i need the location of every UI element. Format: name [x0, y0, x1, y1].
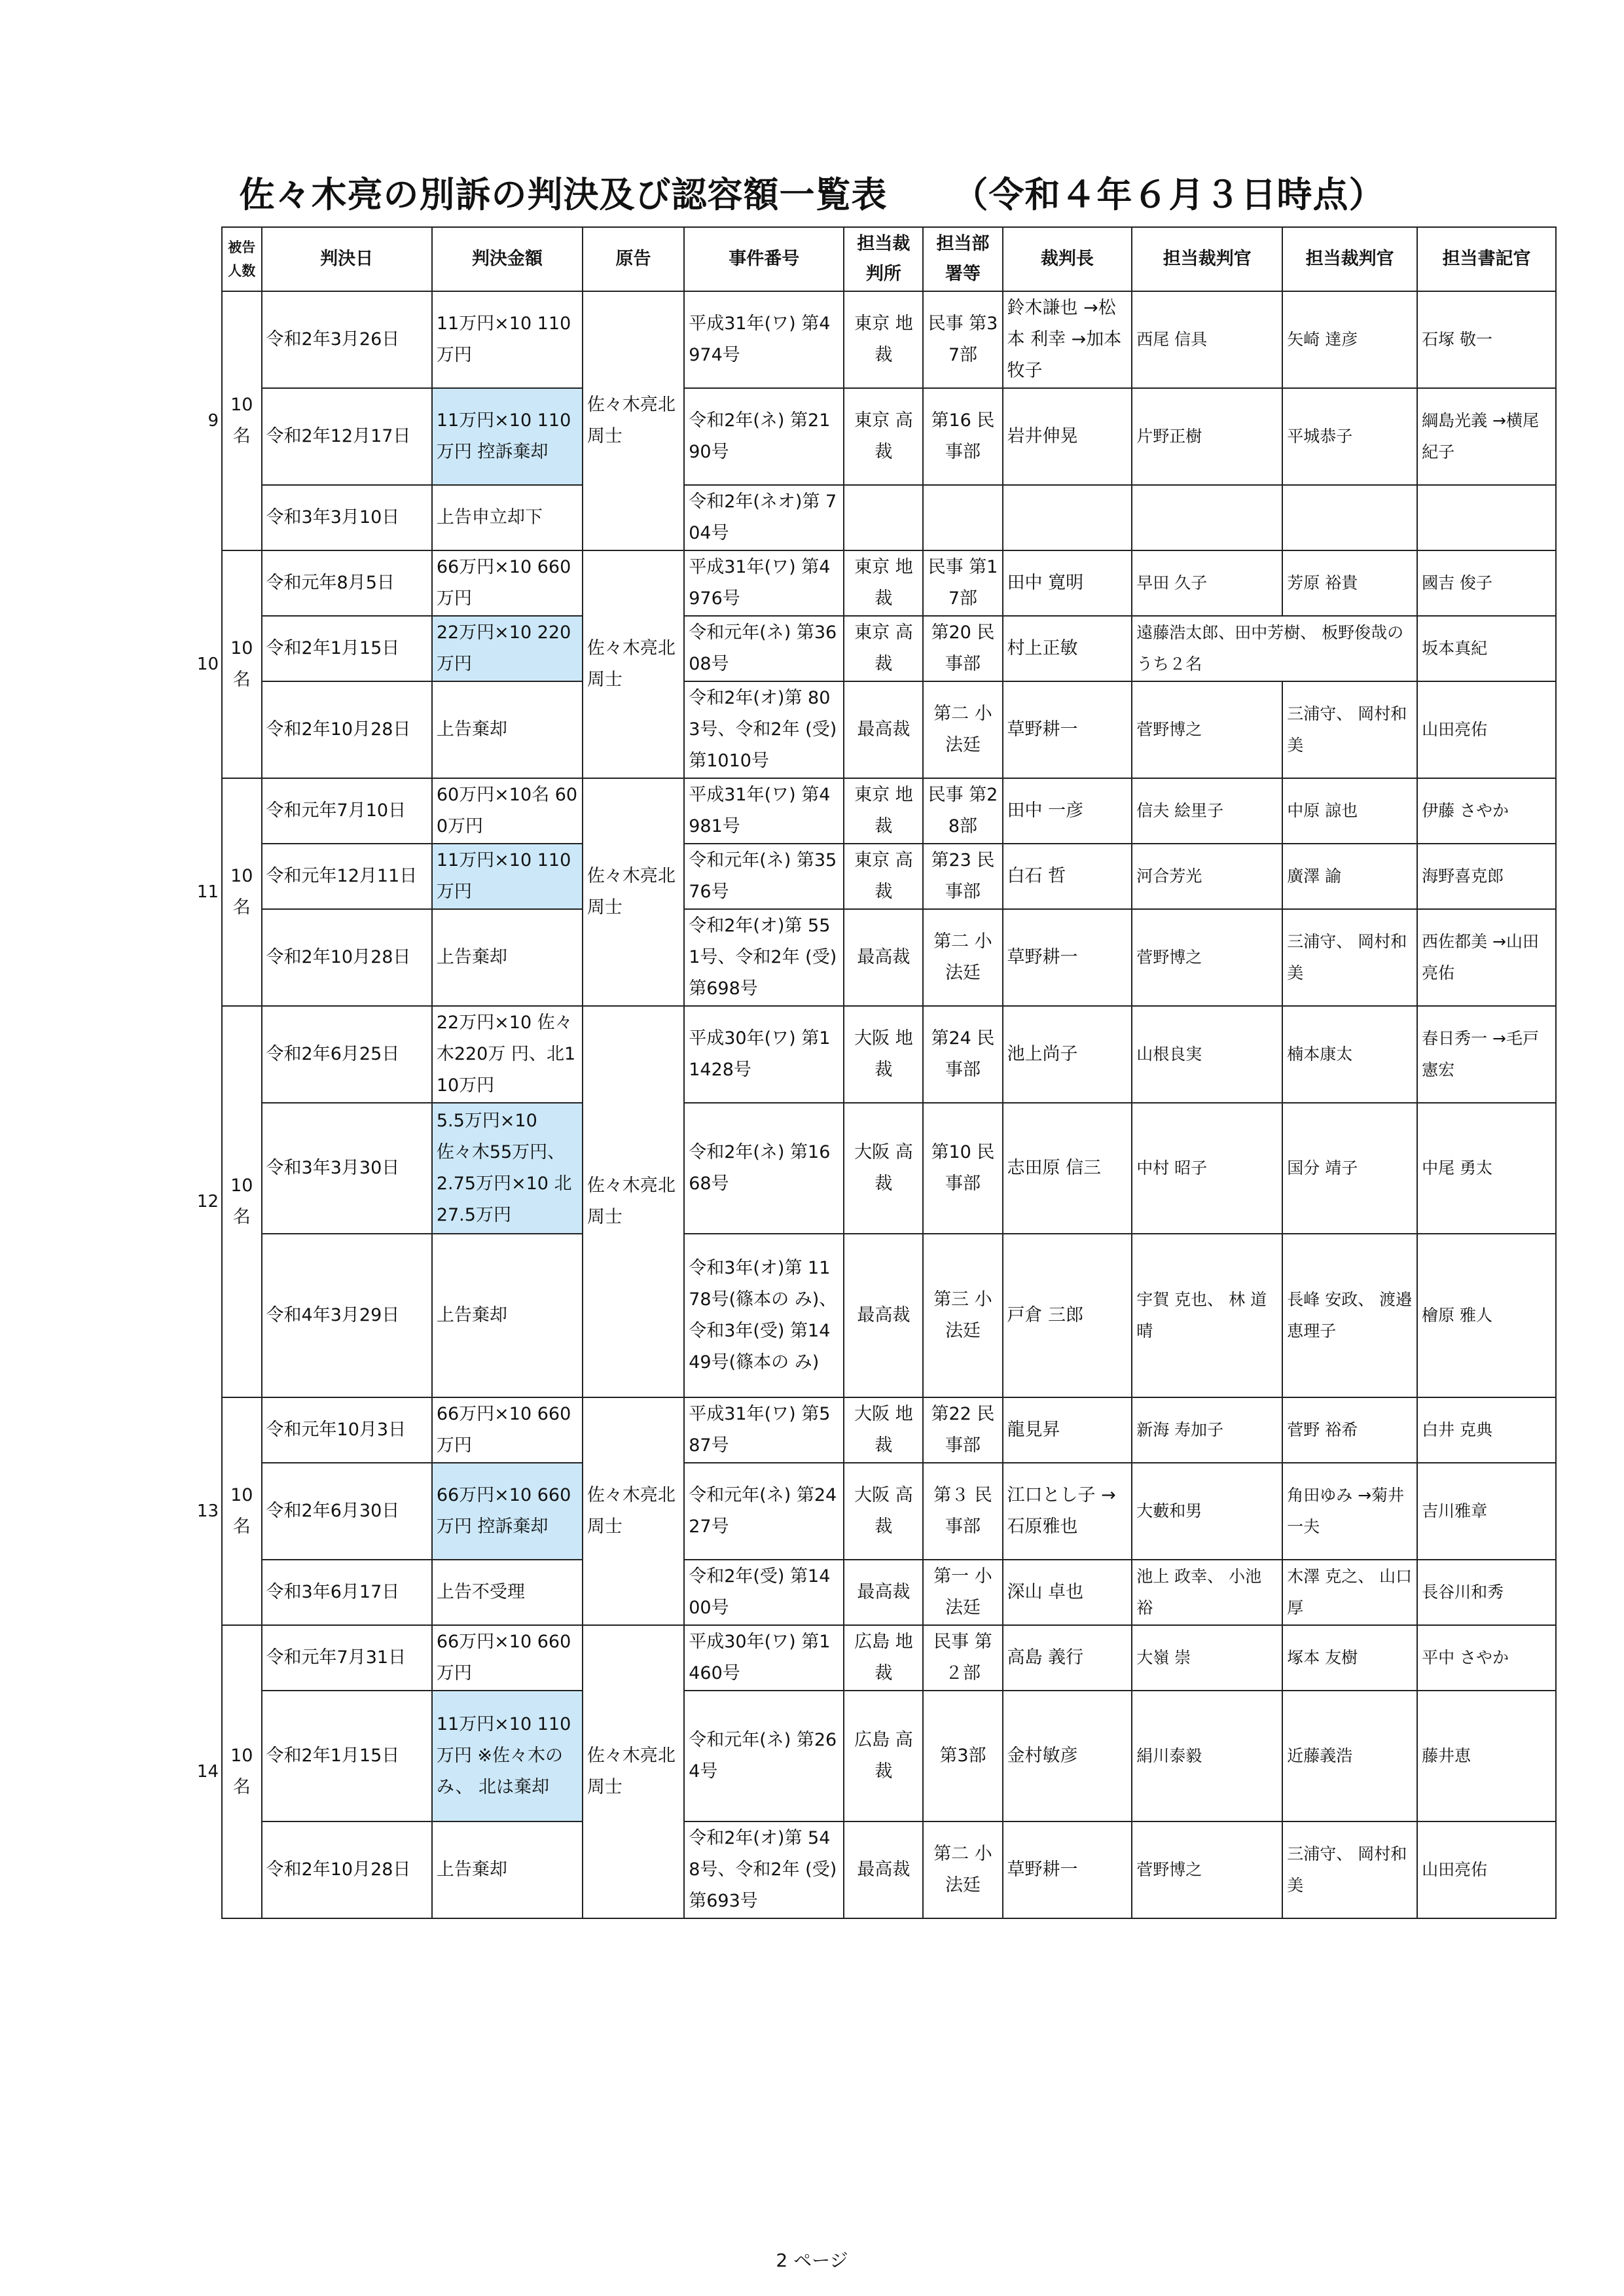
judge-cell: 信夫 絵里子	[1132, 778, 1282, 844]
header-date: 判決日	[262, 227, 432, 291]
defendants-cell: 10名	[222, 778, 262, 1006]
amount-cell: 66万円×10 660万円	[432, 1625, 583, 1691]
department-cell: 第23 民事部	[923, 844, 1002, 909]
amount-cell: 22万円×10 220万円	[432, 616, 583, 681]
judge-cell: 角田ゆみ →菊井一夫	[1282, 1463, 1417, 1560]
plaintiff-cell: 佐々木亮北周士	[583, 291, 684, 550]
judge-cell: 池上 政幸、 小池 裕	[1132, 1560, 1282, 1625]
header-defendants: 被告人数	[222, 227, 262, 291]
defendants-cell: 10名	[222, 1397, 262, 1625]
judge-cell: 大藪和男	[1132, 1463, 1282, 1560]
amount-cell: 上告申立却下	[432, 485, 583, 550]
clerk-cell: 平中 さやか	[1417, 1625, 1556, 1691]
chief-judge-cell: 村上正敏	[1003, 616, 1132, 681]
header-clerk: 担当書記官	[1417, 227, 1556, 291]
clerk-cell: 藤井恵	[1417, 1691, 1556, 1821]
plaintiff-cell: 佐々木亮北周士	[583, 550, 684, 778]
clerk-cell: 伊藤 さやか	[1417, 778, 1556, 844]
amount-cell: 22万円×10 佐々木220万 円、北110万円	[432, 1006, 583, 1103]
defendants-cell: 10名	[222, 550, 262, 778]
department-cell: 第二 小法廷	[923, 909, 1002, 1006]
date-cell: 令和2年12月17日	[262, 388, 432, 485]
department-cell: 民事 第28部	[923, 778, 1002, 844]
clerk-cell: 中尾 勇太	[1417, 1103, 1556, 1234]
judge-cell: 菅野博之	[1132, 909, 1282, 1006]
clerk-cell: 檜原 雅人	[1417, 1234, 1556, 1397]
header-chief: 裁判長	[1003, 227, 1132, 291]
table-row	[222, 681, 1556, 778]
judges-cell: 遠藤浩太郎、田中芳樹、 板野俊哉のうち２名	[1132, 616, 1417, 681]
case-number-cell: 令和2年(ネ) 第2190号	[684, 388, 844, 485]
table-row	[222, 1234, 1556, 1397]
table-row	[222, 616, 1556, 681]
group-number: 14	[196, 1762, 219, 1782]
department-cell: 第一 小法廷	[923, 1560, 1002, 1625]
department-cell: 第３ 民事部	[923, 1463, 1002, 1560]
group-number: 11	[196, 882, 219, 902]
amount-cell: 上告不受理	[432, 1560, 583, 1625]
title-main: 佐々木亮の別訴の判決及び認容額一覧表	[239, 174, 888, 215]
date-cell: 令和2年6月30日	[262, 1463, 432, 1560]
header-amount: 判決金額	[432, 227, 583, 291]
case-number-cell: 平成31年(ワ) 第4974号	[684, 291, 844, 388]
court-cell: 最高裁	[844, 1821, 923, 1918]
department-cell: 民事 第37部	[923, 291, 1002, 388]
judge-cell: 中原 諒也	[1282, 778, 1417, 844]
chief-judge-cell: 岩井伸晃	[1003, 388, 1132, 485]
table-row	[222, 291, 1556, 388]
group-number: 9	[208, 411, 219, 431]
court-cell: 東京 高裁	[844, 388, 923, 485]
amount-cell: 5.5万円×10 佐々木55万円、 2.75万円×10 北 27.5万円	[432, 1103, 583, 1234]
date-cell: 令和元年10月3日	[262, 1397, 432, 1463]
judge-cell: 塚本 友樹	[1282, 1625, 1417, 1691]
clerk-cell: 吉川雅章	[1417, 1463, 1556, 1560]
judge-cell: 楠本康太	[1282, 1006, 1417, 1103]
clerk-cell: 長谷川和秀	[1417, 1560, 1556, 1625]
clerk-cell: 西佐都美 →山田亮佑	[1417, 909, 1556, 1006]
judge-cell: 廣澤 諭	[1282, 844, 1417, 909]
department-cell: 第二 小法廷	[923, 681, 1002, 778]
judge-cell: 絹川泰毅	[1132, 1691, 1282, 1821]
court-cell: 東京 高裁	[844, 844, 923, 909]
chief-judge-cell: 鈴木謙也 →松本 利幸 →加本牧子	[1003, 291, 1132, 388]
chief-judge-cell: 草野耕一	[1003, 1821, 1132, 1918]
judge-cell: 近藤義浩	[1282, 1691, 1417, 1821]
judge-cell: 大嶺 崇	[1132, 1625, 1282, 1691]
case-number-cell: 令和2年(受) 第1400号	[684, 1560, 844, 1625]
judge-cell: 菅野 裕希	[1282, 1397, 1417, 1463]
judge-cell: 中村 昭子	[1132, 1103, 1282, 1234]
chief-judge-cell: 田中 一彦	[1003, 778, 1132, 844]
date-cell: 令和3年3月10日	[262, 485, 432, 550]
case-number-cell: 平成30年(ワ) 第11428号	[684, 1006, 844, 1103]
table-row	[222, 1463, 1556, 1560]
defendants-cell: 10名	[222, 291, 262, 550]
amount-cell: 11万円×10 110万円	[432, 291, 583, 388]
judge-cell: 三浦守、 岡村和美	[1282, 681, 1417, 778]
court-cell: 大阪 地裁	[844, 1006, 923, 1103]
judge-cell: 菅野博之	[1132, 681, 1282, 778]
court-cell: 最高裁	[844, 681, 923, 778]
case-number-cell: 令和2年(ネオ)第 704号	[684, 485, 844, 550]
date-cell: 令和元年12月11日	[262, 844, 432, 909]
date-cell: 令和2年1月15日	[262, 1691, 432, 1821]
judge-cell: 三浦守、 岡村和美	[1282, 1821, 1417, 1918]
table-row	[222, 1103, 1556, 1234]
case-number-cell: 令和2年(オ)第 551号、令和2年 (受)第698号	[684, 909, 844, 1006]
case-number-cell: 令和3年(オ)第 1178号(篠本の み)、令和3年(受) 第1449号(篠本の み)	[684, 1234, 844, 1397]
table-row	[222, 844, 1556, 909]
amount-cell: 66万円×10 660万円	[432, 550, 583, 616]
clerk-cell: 山田亮佑	[1417, 1821, 1556, 1918]
case-number-cell: 平成31年(ワ) 第587号	[684, 1397, 844, 1463]
judge-cell: 西尾 信具	[1132, 291, 1282, 388]
date-cell: 令和2年3月26日	[262, 291, 432, 388]
title-date: （令和４年６月３日時点）	[952, 174, 1385, 215]
amount-cell: 66万円×10 660万円 控訴棄却	[432, 1463, 583, 1560]
page-number: 2 ページ	[776, 2250, 848, 2271]
defendants-cell: 10名	[222, 1625, 262, 1918]
table-row	[222, 1560, 1556, 1625]
case-number-cell: 令和元年(ネ) 第264号	[684, 1691, 844, 1821]
defendants-cell: 10名	[222, 1006, 262, 1397]
court-cell: 東京 地裁	[844, 291, 923, 388]
court-cell: 大阪 高裁	[844, 1103, 923, 1234]
judge-cell: 三浦守、 岡村和美	[1282, 909, 1417, 1006]
header-row	[222, 227, 1556, 291]
department-cell	[923, 485, 1002, 550]
table-row	[222, 388, 1556, 485]
table-row	[222, 1006, 1556, 1103]
chief-judge-cell: 戸倉 三郎	[1003, 1234, 1132, 1397]
court-cell: 大阪 高裁	[844, 1463, 923, 1560]
judge-cell: 片野正樹	[1132, 388, 1282, 485]
page-title	[0, 167, 1624, 217]
case-number-cell: 令和2年(オ)第 548号、令和2年 (受)第693号	[684, 1821, 844, 1918]
chief-judge-cell: 草野耕一	[1003, 681, 1132, 778]
chief-judge-cell: 白石 哲	[1003, 844, 1132, 909]
court-cell: 広島 地裁	[844, 1625, 923, 1691]
amount-cell: 66万円×10 660万円	[432, 1397, 583, 1463]
clerk-cell: 坂本真紀	[1417, 616, 1556, 681]
judge-cell: 国分 靖子	[1282, 1103, 1417, 1234]
department-cell: 第二 小法廷	[923, 1821, 1002, 1918]
judge-cell: 芳原 裕貴	[1282, 550, 1417, 616]
case-number-cell: 平成31年(ワ) 第4981号	[684, 778, 844, 844]
court-cell: 東京 地裁	[844, 550, 923, 616]
plaintiff-cell: 佐々木亮北周士	[583, 778, 684, 1006]
date-cell: 令和元年8月5日	[262, 550, 432, 616]
plaintiff-cell: 佐々木亮北周士	[583, 1006, 684, 1397]
chief-judge-cell: 江口とし子 →石原雅也	[1003, 1463, 1132, 1560]
department-cell: 第20 民事部	[923, 616, 1002, 681]
case-number-cell: 令和2年(オ)第 803号、令和2年 (受)第1010号	[684, 681, 844, 778]
court-cell: 東京 地裁	[844, 778, 923, 844]
chief-judge-cell: 池上尚子	[1003, 1006, 1132, 1103]
judge-cell	[1132, 485, 1282, 550]
department-cell: 第16 民事部	[923, 388, 1002, 485]
date-cell: 令和3年6月17日	[262, 1560, 432, 1625]
clerk-cell: 國吉 俊子	[1417, 550, 1556, 616]
court-cell: 大阪 地裁	[844, 1397, 923, 1463]
table-row	[222, 909, 1556, 1006]
clerk-cell: 海野喜克郎	[1417, 844, 1556, 909]
judge-cell: 菅野博之	[1132, 1821, 1282, 1918]
date-cell: 令和元年7月31日	[262, 1625, 432, 1691]
plaintiff-cell: 佐々木亮北周士	[583, 1625, 684, 1918]
header-plaintiff: 原告	[583, 227, 684, 291]
chief-judge-cell: 高島 義行	[1003, 1625, 1132, 1691]
table-row	[222, 550, 1556, 616]
case-number-cell: 令和元年(ネ) 第3576号	[684, 844, 844, 909]
chief-judge-cell: 龍見昇	[1003, 1397, 1132, 1463]
amount-cell: 上告棄却	[432, 681, 583, 778]
judge-cell: 河合芳光	[1132, 844, 1282, 909]
case-number-cell: 平成31年(ワ) 第4976号	[684, 550, 844, 616]
case-number-cell: 平成30年(ワ) 第1460号	[684, 1625, 844, 1691]
judge-cell: 平城恭子	[1282, 388, 1417, 485]
chief-judge-cell: 草野耕一	[1003, 909, 1132, 1006]
amount-cell: 11万円×10 110万円 控訴棄却	[432, 388, 583, 485]
chief-judge-cell: 金村敏彦	[1003, 1691, 1132, 1821]
clerk-cell: 春日秀一 →毛戸憲宏	[1417, 1006, 1556, 1103]
judge-cell: 木澤 克之、 山口 厚	[1282, 1560, 1417, 1625]
clerk-cell: 白井 克典	[1417, 1397, 1556, 1463]
date-cell: 令和2年10月28日	[262, 909, 432, 1006]
date-cell: 令和2年6月25日	[262, 1006, 432, 1103]
date-cell: 令和2年1月15日	[262, 616, 432, 681]
judge-cell: 山根良実	[1132, 1006, 1282, 1103]
department-cell: 民事 第２部	[923, 1625, 1002, 1691]
header-dept: 担当部署等	[923, 227, 1002, 291]
table-row	[222, 1691, 1556, 1821]
case-number-cell: 令和元年(ネ) 第3608号	[684, 616, 844, 681]
amount-cell: 11万円×10 110万円 ※佐々木のみ、 北は棄却	[432, 1691, 583, 1821]
table-row	[222, 1821, 1556, 1918]
judge-cell: 矢崎 達彦	[1282, 291, 1417, 388]
date-cell: 令和元年7月10日	[262, 778, 432, 844]
court-cell: 最高裁	[844, 1234, 923, 1397]
amount-cell: 上告棄却	[432, 1234, 583, 1397]
court-cell	[844, 485, 923, 550]
amount-cell: 60万円×10名 600万円	[432, 778, 583, 844]
table-row	[222, 778, 1556, 844]
date-cell: 令和4年3月29日	[262, 1234, 432, 1397]
court-cell: 最高裁	[844, 909, 923, 1006]
group-number: 12	[196, 1192, 219, 1211]
amount-cell: 上告棄却	[432, 909, 583, 1006]
judge-cell: 新海 寿加子	[1132, 1397, 1282, 1463]
table-row	[222, 1625, 1556, 1691]
plaintiff-cell: 佐々木亮北周士	[583, 1397, 684, 1625]
department-cell: 第22 民事部	[923, 1397, 1002, 1463]
department-cell: 民事 第17部	[923, 550, 1002, 616]
header-court: 担当裁判所	[844, 227, 923, 291]
chief-judge-cell: 深山 卓也	[1003, 1560, 1132, 1625]
date-cell: 令和3年3月30日	[262, 1103, 432, 1234]
chief-judge-cell	[1003, 485, 1132, 550]
table-row	[222, 485, 1556, 550]
header-judge2: 担当裁判官	[1282, 227, 1417, 291]
judge-cell	[1282, 485, 1417, 550]
judgments-table	[221, 226, 1557, 1919]
court-cell: 広島 高裁	[844, 1691, 923, 1821]
clerk-cell: 石塚 敬一	[1417, 291, 1556, 388]
table-row	[222, 1397, 1556, 1463]
header-case: 事件番号	[684, 227, 844, 291]
judge-cell: 早田 久子	[1132, 550, 1282, 616]
department-cell: 第10 民事部	[923, 1103, 1002, 1234]
clerk-cell: 山田亮佑	[1417, 681, 1556, 778]
header-judge1: 担当裁判官	[1132, 227, 1282, 291]
clerk-cell: 綱島光義 →横尾紀子	[1417, 388, 1556, 485]
court-cell: 東京 高裁	[844, 616, 923, 681]
case-number-cell: 令和元年(ネ) 第2427号	[684, 1463, 844, 1560]
group-number: 13	[196, 1501, 219, 1521]
amount-cell: 11万円×10 110万円	[432, 844, 583, 909]
chief-judge-cell: 志田原 信三	[1003, 1103, 1132, 1234]
department-cell: 第3部	[923, 1691, 1002, 1821]
court-cell: 最高裁	[844, 1560, 923, 1625]
amount-cell: 上告棄却	[432, 1821, 583, 1918]
clerk-cell	[1417, 485, 1556, 550]
chief-judge-cell: 田中 寛明	[1003, 550, 1132, 616]
judge-cell: 宇賀 克也、 林 道晴	[1132, 1234, 1282, 1397]
date-cell: 令和2年10月28日	[262, 681, 432, 778]
case-number-cell: 令和2年(ネ) 第1668号	[684, 1103, 844, 1234]
department-cell: 第24 民事部	[923, 1006, 1002, 1103]
department-cell: 第三 小法廷	[923, 1234, 1002, 1397]
date-cell: 令和2年10月28日	[262, 1821, 432, 1918]
group-number: 10	[196, 655, 219, 674]
judge-cell: 長峰 安政、 渡邉 恵理子	[1282, 1234, 1417, 1397]
